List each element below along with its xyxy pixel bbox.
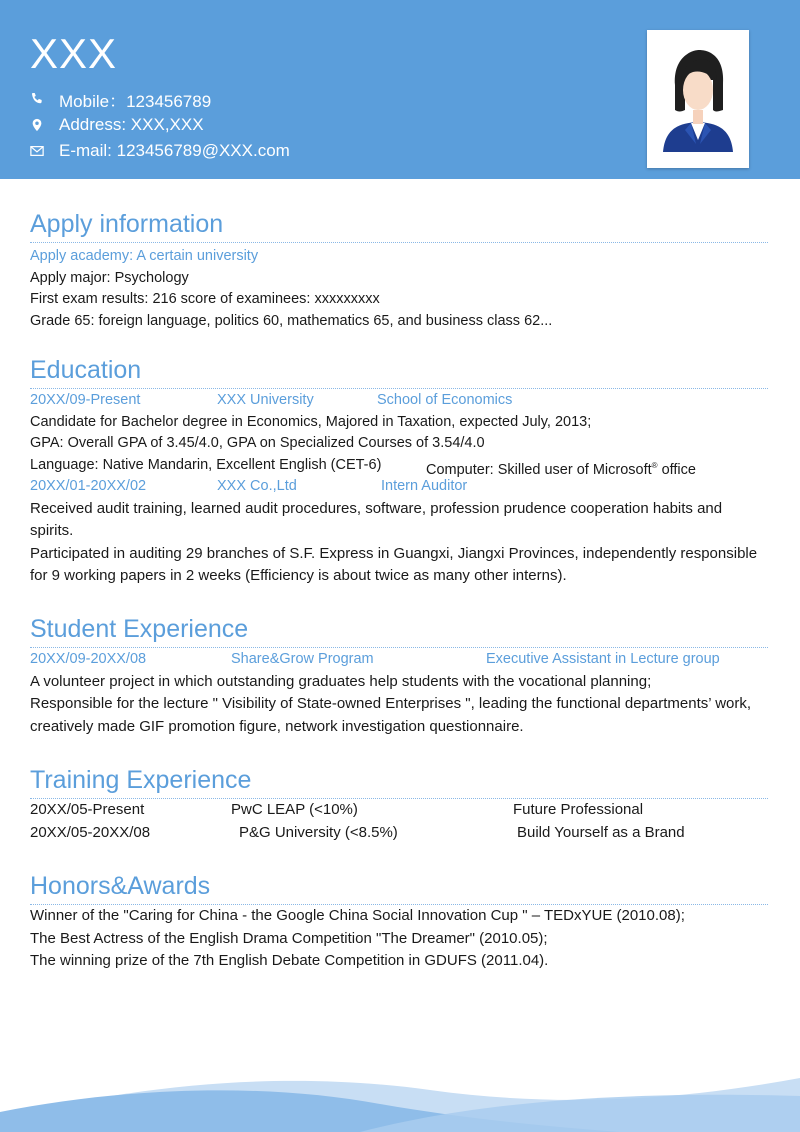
education-entry-2-header	[30, 476, 768, 498]
entry-org: XXX University	[217, 392, 314, 408]
mobile-text: Mobile：123456789	[59, 91, 212, 111]
envelope-icon	[30, 144, 44, 158]
education-degree: Candidate for Bachelor degree in Economics, Majored in Taxation, expected July, 2013;	[30, 413, 592, 430]
section-title: Honors&Awards	[30, 872, 211, 900]
student-detail-2: Responsible for the lecture " Visibility of State-owned Enterprises ", leading the functional departments’ work,	[30, 695, 752, 712]
address-text: Address: XXX,XXX	[59, 115, 204, 134]
section-title: Education	[30, 356, 142, 384]
section-education	[30, 355, 768, 588]
training-desc: Build Yourself as a Brand	[517, 823, 685, 841]
section-divider	[30, 388, 768, 389]
decorative-waves	[0, 1060, 800, 1132]
mobile-row	[30, 88, 211, 110]
honor-item: Winner of the "Caring for China - the Google China Social Innovation Cup " – TEDxYUE (2010.08);	[30, 907, 685, 924]
entry-org: XXX Co.,Ltd	[217, 478, 297, 494]
avatar-photo	[647, 30, 749, 168]
education-entry-1-header	[30, 390, 768, 412]
computer-text: Computer: Skilled user of Microsoft	[426, 461, 652, 478]
section-title: Training Experience	[30, 766, 252, 794]
intern-detail-1b: spirits.	[30, 522, 74, 539]
entry-role: Intern Auditor	[381, 478, 468, 494]
honor-item: The Best Actress of the English Drama Competition "The Dreamer" (2010.05);	[30, 929, 548, 947]
email-row	[30, 140, 290, 162]
section-honors-awards	[30, 871, 768, 973]
candidate-name: XXX	[30, 30, 118, 77]
section-title: Student Experience	[30, 615, 249, 643]
training-date: 20XX/05-Present	[30, 801, 145, 818]
student-detail-1: A volunteer project in which outstanding graduates help students with the vocational planning;	[30, 672, 652, 690]
education-gpa: GPA: Overall GPA of 3.45/4.0, GPA on Specialized Courses of 3.54/4.0	[30, 435, 485, 451]
intern-detail-2a: Participated in auditing 29 branches of S.F. Express in Guangxi, Jiangxi Provinces, independently responsible	[30, 544, 758, 562]
entry-date: 20XX/09-Present	[30, 392, 141, 408]
intern-detail-1a: Received audit training, learned audit procedures, software, profession prudence cooperation habits and	[30, 499, 723, 517]
student-detail-3: creatively made GIF promotion figure, network investigation questionnaire.	[30, 717, 524, 735]
apply-academy: Apply academy: A certain university	[30, 248, 259, 264]
phone-icon	[30, 92, 44, 106]
training-date: 20XX/05-20XX/08	[30, 823, 151, 841]
section-title: Apply information	[30, 210, 224, 238]
apply-grade: Grade 65: foreign language, politics 60, mathematics 65, and business class 62...	[30, 312, 553, 329]
entry-date: 20XX/09-20XX/08	[30, 651, 147, 667]
address-row	[30, 114, 204, 136]
apply-exam-results: First exam results: 216 score of examinees: xxxxxxxxx	[30, 291, 380, 307]
training-row	[30, 822, 768, 845]
computer-text-end: office	[657, 461, 696, 478]
training-row	[30, 799, 768, 822]
email-text: E-mail: 123456789@XXX.com	[59, 141, 290, 160]
training-program: P&G University (<8.5%)	[239, 823, 398, 841]
education-skills-row	[30, 455, 768, 477]
student-entry-header	[30, 649, 768, 671]
section-divider	[30, 647, 768, 648]
entry-role: Executive Assistant in Lecture group	[486, 651, 720, 667]
honor-item: The winning prize of the 7th English Debate Competition in GDUFS (2011.04).	[30, 952, 549, 969]
section-training-experience	[30, 765, 768, 844]
education-language: Language: Native Mandarin, Excellent English (CET-6)	[30, 456, 382, 473]
section-student-experience	[30, 614, 768, 738]
header-banner	[0, 0, 800, 179]
registered-mark: ®	[651, 460, 658, 470]
training-desc: Future Professional	[513, 801, 644, 818]
entry-date: 20XX/01-20XX/02	[30, 478, 147, 494]
training-program: PwC LEAP (<10%)	[231, 801, 358, 818]
location-pin-icon	[30, 118, 44, 132]
section-divider	[30, 242, 768, 243]
intern-detail-2b: for 9 working papers in 2 weeks (Efficiency is about twice as many other interns).	[30, 567, 567, 584]
entry-dept: School of Economics	[377, 392, 513, 408]
apply-major: Apply major: Psychology	[30, 269, 189, 286]
section-apply-information	[30, 209, 768, 332]
entry-program: Share&Grow Program	[231, 651, 374, 667]
